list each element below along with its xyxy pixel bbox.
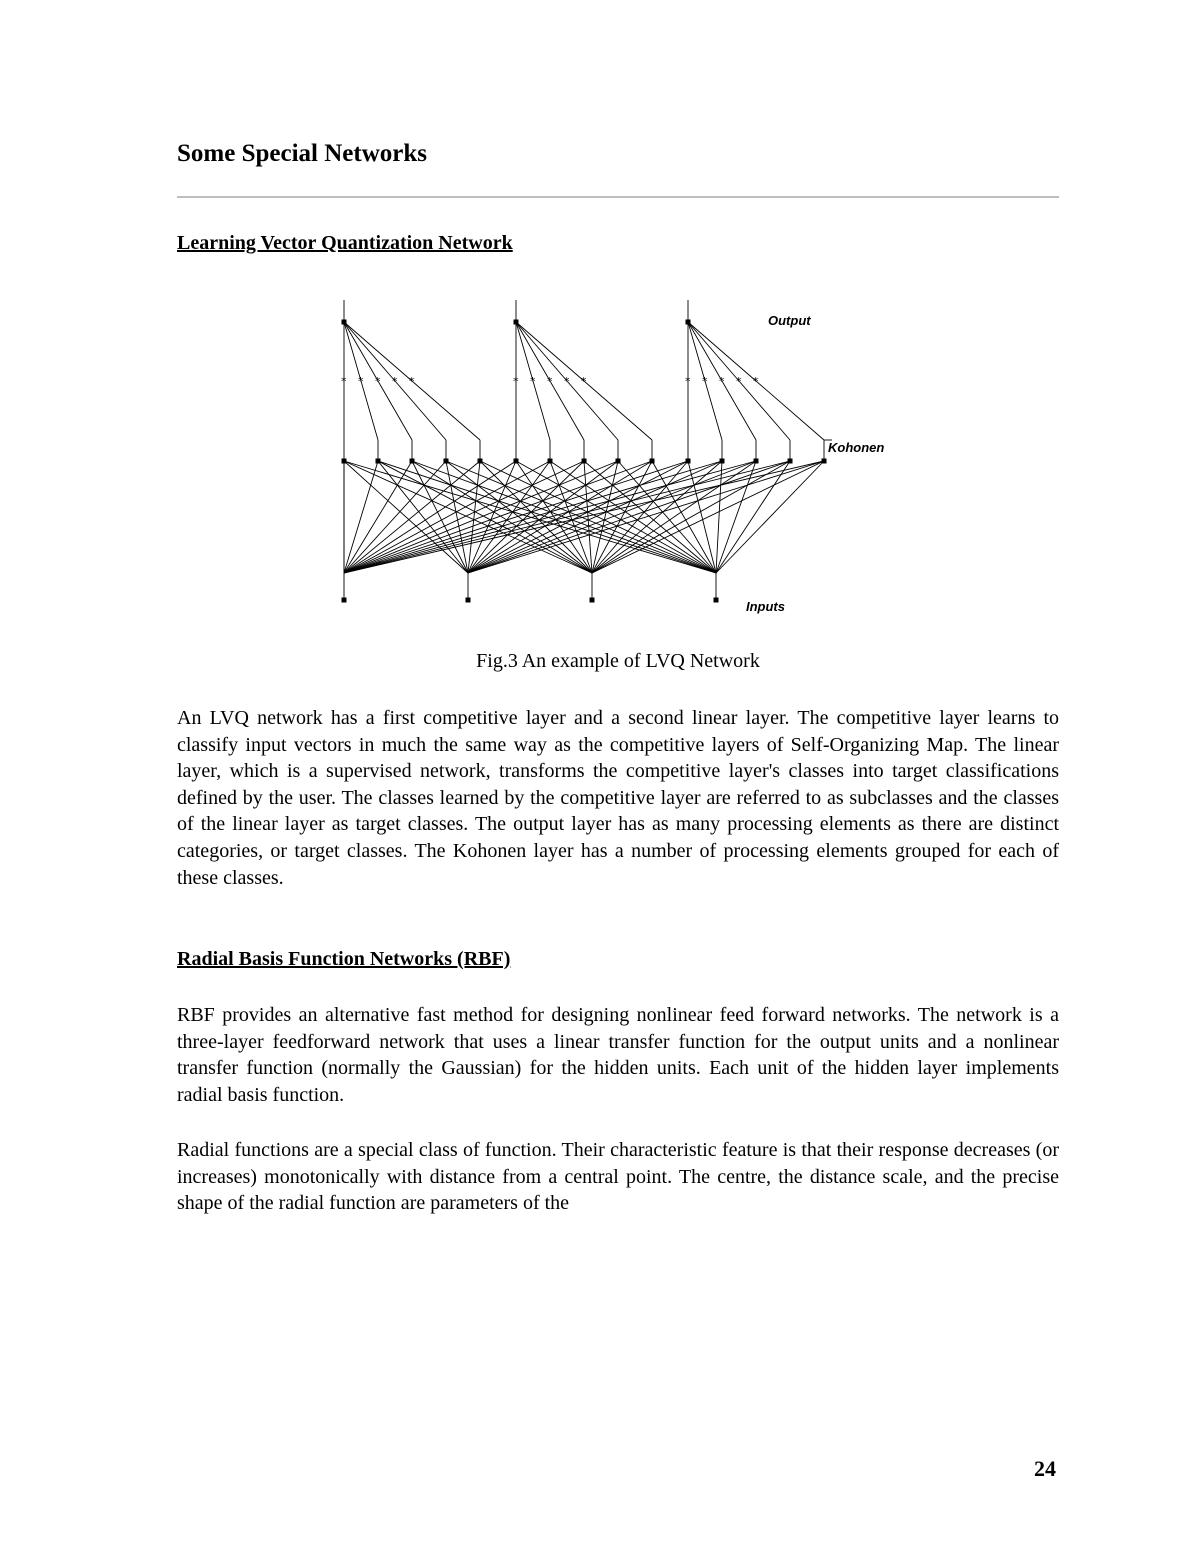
weight-marker-icon: *: [753, 375, 759, 388]
rbf-paragraph-1: RBF provides an alternative fast method for designing nonlinear feed forward networks. The network is a three-layer feedforward network that uses a linear transfer function for the output units and a nonlinear transfer function (normally the Gaussian) for the hidden units. Each unit of the hidden layer implements radial basis function.: [177, 1004, 1059, 1106]
kohonen-input-line: [592, 461, 824, 573]
kohonen-input-line: [468, 461, 480, 573]
output-kohonen-line: [567, 381, 618, 440]
lvq-network-figure: [330, 295, 910, 625]
input-node: [590, 598, 595, 603]
weight-marker-icon: *: [513, 375, 519, 388]
lvq-description-paragraph: An LVQ network has a first competitive layer and a second linear layer. The competitive layer learns to classify input vectors in much the same way as the competitive layers of Self-Organizing Map. The linear layer, which is a supervised network, transforms the competitive layer's classes into target classifications defined by the user. The classes learned by the competitive layer are referred to as subclasses and the classes of the linear layer as target classes. The output layer has as many processing elements as there are distinct categories, or target classes. The Kohonen layer has a number of processing elements grouped for each of these classes.: [177, 707, 1059, 889]
weight-marker-icon: *: [685, 375, 691, 388]
kohonen-layer-label: Kohonen: [828, 440, 885, 455]
kohonen-node: [582, 459, 587, 464]
weight-marker-icon: *: [530, 375, 536, 388]
figure-caption: Fig.3 An example of LVQ Network: [476, 650, 760, 672]
output-kohonen-line: [412, 381, 480, 440]
kohonen-node: [478, 459, 483, 464]
kohonen-input-line: [344, 461, 378, 573]
lvq-section-heading: Learning Vector Quantization Network: [177, 232, 513, 254]
weight-marker-icon: *: [392, 375, 398, 388]
kohonen-input-line: [412, 461, 716, 573]
output-kohonen-line: [516, 322, 550, 381]
input-node: [466, 598, 471, 603]
kohonen-node: [650, 459, 655, 464]
output-kohonen-line: [516, 322, 567, 381]
weight-marker-icon: *: [581, 375, 587, 388]
output-kohonen-line: [344, 322, 361, 381]
kohonen-node: [410, 459, 415, 464]
kohonen-node: [822, 459, 827, 464]
kohonen-input-line: [716, 461, 722, 573]
kohonen-node: [754, 459, 759, 464]
title-divider: [177, 196, 1059, 198]
kohonen-input-line: [584, 461, 716, 573]
kohonen-node: [788, 459, 793, 464]
kohonen-node: [376, 459, 381, 464]
chapter-title: Some Special Networks: [177, 140, 427, 167]
output-kohonen-line: [688, 322, 722, 381]
output-kohonen-line: [756, 381, 824, 440]
output-kohonen-line: [361, 381, 378, 440]
output-kohonen-line: [550, 381, 584, 440]
output-kohonen-line: [739, 381, 790, 440]
weight-marker-icon: *: [736, 375, 742, 388]
output-kohonen-line: [722, 381, 756, 440]
output-layer-label: Output: [768, 313, 811, 328]
lvq-network-diagram: [330, 295, 910, 625]
output-kohonen-line: [688, 322, 705, 381]
output-kohonen-line: [395, 381, 446, 440]
output-kohonen-line: [688, 322, 756, 381]
weight-marker-icon: *: [375, 375, 381, 388]
input-node: [714, 598, 719, 603]
output-node: [686, 320, 691, 325]
page-number: 24: [1034, 1456, 1056, 1481]
output-kohonen-line: [705, 381, 722, 440]
kohonen-node: [444, 459, 449, 464]
output-kohonen-line: [688, 322, 739, 381]
output-kohonen-line: [584, 381, 652, 440]
inputs-layer-label: Inputs: [746, 599, 785, 614]
weight-marker-icon: *: [547, 375, 553, 388]
output-kohonen-line: [344, 322, 395, 381]
input-node: [342, 598, 347, 603]
output-kohonen-line: [533, 381, 550, 440]
kohonen-input-line: [344, 461, 824, 573]
output-node: [514, 320, 519, 325]
kohonen-node: [514, 459, 519, 464]
output-node: [342, 320, 347, 325]
kohonen-node: [686, 459, 691, 464]
output-kohonen-line: [516, 322, 533, 381]
kohonen-node: [720, 459, 725, 464]
kohonen-node: [616, 459, 621, 464]
kohonen-input-line: [344, 461, 618, 573]
output-kohonen-line: [378, 381, 412, 440]
weight-marker-icon: *: [341, 375, 347, 388]
weight-marker-icon: *: [702, 375, 708, 388]
rbf-paragraph-2: Radial functions are a special class of function. Their characteristic feature is that their response decreases (or increases) monotonically with distance from a central point. The centre, the distance scale, and the precise shape of the radial function are parameters of the: [177, 1139, 1059, 1215]
output-kohonen-line: [516, 322, 584, 381]
kohonen-node: [342, 459, 347, 464]
rbf-section-heading: Radial Basis Function Networks (RBF): [177, 948, 511, 970]
kohonen-node: [548, 459, 553, 464]
output-kohonen-line: [344, 322, 412, 381]
weight-marker-icon: *: [409, 375, 415, 388]
output-kohonen-line: [344, 322, 378, 381]
kohonen-input-line: [344, 461, 652, 573]
weight-marker-icon: *: [358, 375, 364, 388]
weight-marker-icon: *: [719, 375, 725, 388]
weight-marker-icon: *: [564, 375, 570, 388]
